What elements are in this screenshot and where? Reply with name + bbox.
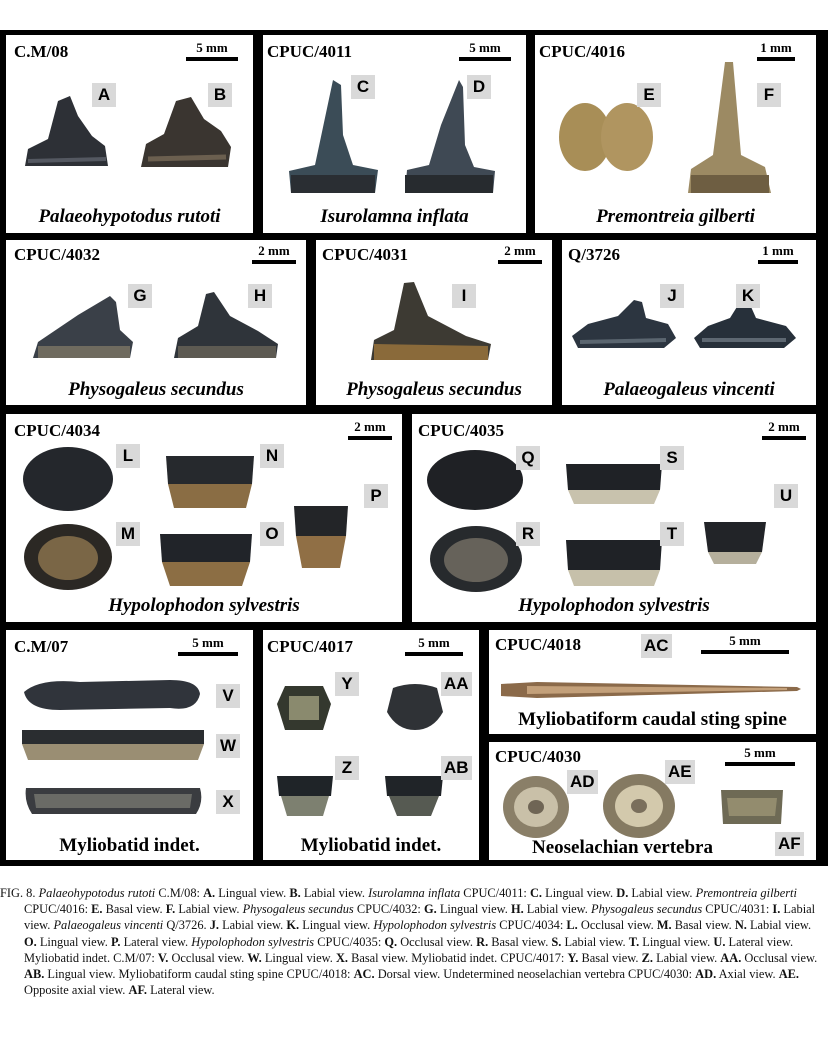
view-label-af: AF — [775, 832, 804, 856]
specimen-label: CPUC/4017 — [267, 637, 353, 656]
caption-taxon: Palaeogaleus vincenti — [53, 918, 164, 933]
caption-view-letter: P. — [110, 934, 121, 949]
specimen-s-photo — [562, 458, 666, 508]
specimen-p-photo — [288, 500, 354, 576]
scale-text: 5 mm — [469, 40, 501, 55]
scale-bar — [405, 636, 463, 656]
caption-run: Q/3726. — [163, 918, 210, 933]
specimen-g-photo — [28, 290, 138, 362]
specimen-y-photo — [273, 682, 335, 734]
caption-view-letter: N. — [734, 918, 747, 933]
specimen-label: CPUC/4030 — [495, 747, 581, 766]
panel-c4032 — [6, 240, 306, 405]
caption-taxon: Isurolamna inflata — [368, 886, 461, 900]
view-label-w: W — [216, 734, 240, 758]
panel-c4035 — [412, 414, 816, 622]
caption-view-letter: A. — [203, 886, 216, 900]
taxon-name: Myliobatid indet. — [300, 835, 442, 856]
caption-taxon: Premontreia gilberti — [695, 886, 797, 900]
specimen-n-photo — [162, 450, 258, 514]
specimen-ad-photo — [501, 774, 571, 840]
scale-text: 5 mm — [196, 40, 228, 55]
taxon-name: Hypolophodon sylvestris — [108, 595, 300, 616]
panel-cm08 — [6, 35, 253, 233]
caption-run: Axial view. — [716, 967, 779, 982]
view-label-ac: AC — [641, 634, 672, 658]
caption-taxon: Physogaleus secundus — [242, 902, 354, 917]
specimen-t-photo — [562, 534, 666, 590]
scale-bar — [758, 244, 798, 264]
caption-run: Lingual view. — [36, 934, 111, 949]
panel-c4034 — [6, 414, 402, 622]
specimen-label: CPUC/4034 — [14, 421, 100, 440]
specimen-f-photo — [683, 57, 775, 197]
caption-view-letter: AB. — [24, 967, 45, 982]
caption-view-letter: S. — [551, 934, 562, 949]
caption-view-letter: D. — [616, 886, 629, 900]
taxon-name: Palaeogaleus vincenti — [603, 379, 775, 400]
view-label-m: M — [116, 522, 140, 546]
specimen-af-photo — [717, 784, 787, 830]
specimen-r-photo — [428, 524, 524, 594]
taxon-name: Palaeohypotodus rutoti — [38, 206, 221, 227]
specimen-label: CPUC/4032 — [14, 245, 100, 264]
caption-run: CPUC/4031: — [702, 902, 773, 917]
caption-run: Labial view. — [219, 918, 287, 933]
caption-view-letter: G. — [423, 902, 437, 917]
caption-run: FIG. 8. — [0, 886, 39, 900]
caption-taxon: Hypolophodon sylvestris — [373, 918, 497, 933]
scale-text: 5 mm — [729, 633, 761, 648]
caption-run: CPUC/4016: — [24, 902, 92, 917]
caption-view-letter: H. — [510, 902, 524, 917]
caption-run: Occlusal view. — [397, 934, 477, 949]
caption-run: Opposite axial view. — [24, 983, 129, 998]
view-label-b: B — [208, 83, 232, 107]
view-label-p: P — [364, 484, 388, 508]
caption-view-letter: B. — [289, 886, 301, 900]
caption-taxon: Physogaleus secundus — [591, 902, 703, 917]
view-label-c: C — [351, 75, 375, 99]
view-label-a: A — [92, 83, 116, 107]
specimen-o-photo — [156, 528, 256, 592]
view-label-l: L — [116, 444, 140, 468]
caption-run: Labial view. — [300, 886, 369, 900]
caption-run: Lingual view. — [215, 886, 290, 900]
caption-run: Labial view. — [628, 886, 696, 900]
scale-line — [178, 652, 238, 656]
caption-view-letter: AF. — [128, 983, 147, 998]
view-label-i: I — [452, 284, 476, 308]
scale-text: 5 mm — [744, 745, 776, 760]
panel-c4017 — [263, 630, 479, 860]
view-label-ad: AD — [567, 770, 598, 794]
view-label-n: N — [260, 444, 284, 468]
caption-view-letter: I. — [772, 902, 781, 917]
caption-view-letter: O. — [24, 934, 37, 949]
caption-view-letter: L. — [566, 918, 578, 933]
caption-view-letter: M. — [656, 918, 672, 933]
caption-run: Basal view. — [102, 902, 166, 917]
specimen-label: CPUC/4018 — [495, 635, 581, 654]
view-label-z: Z — [335, 756, 359, 780]
view-label-y: Y — [335, 672, 359, 696]
caption-taxon: Hypolophodon sylvestris — [191, 934, 315, 949]
view-label-x: X — [216, 790, 240, 814]
taxon-name: Hypolophodon sylvestris — [518, 595, 710, 616]
panel-c4018 — [489, 630, 816, 734]
caption-view-letter: K. — [286, 918, 300, 933]
view-label-k: K — [736, 284, 760, 308]
caption-run: Labial view. — [523, 902, 592, 917]
specimen-ab-photo — [381, 770, 447, 822]
scale-line — [348, 436, 392, 440]
caption-view-letter: AC. — [353, 967, 375, 982]
view-label-g: G — [128, 284, 152, 308]
scale-text: 5 mm — [192, 635, 224, 650]
specimen-m-photo — [22, 522, 114, 592]
scale-line — [701, 650, 789, 654]
caption-run: Basal view. — [488, 934, 552, 949]
caption-view-letter: R. — [476, 934, 489, 949]
caption-run: Lateral view. — [120, 934, 192, 949]
caption-run: Lingual view. — [436, 902, 511, 917]
scale-line — [725, 762, 795, 766]
specimen-label: CPUC/4016 — [539, 42, 625, 61]
caption-text — [0, 885, 822, 998]
scale-bar — [186, 41, 238, 61]
scale-bar — [498, 244, 542, 264]
caption-run: Lingual view. Myliobatiform caudal sting spine CPUC/4018: — [44, 967, 354, 982]
view-label-s: S — [660, 446, 684, 470]
view-label-h: H — [248, 284, 272, 308]
scale-line — [498, 260, 542, 264]
specimen-label: C.M/07 — [14, 637, 69, 656]
scale-bar — [725, 746, 795, 766]
caption-view-letter: W. — [247, 950, 262, 965]
taxon-name: Neoselachian vertebra — [532, 837, 713, 858]
view-label-ab: AB — [441, 756, 472, 780]
specimen-l-photo — [20, 444, 116, 514]
panel-c4016 — [535, 35, 816, 233]
caption-run: Labial view. — [746, 918, 812, 933]
scale-bar — [178, 636, 238, 656]
caption-run: Basal view. Myliobatid indet. CPUC/4017: — [348, 950, 568, 965]
panel-c4031 — [316, 240, 552, 405]
caption-view-letter: X. — [335, 950, 348, 965]
caption-run: Occlusal view. — [741, 950, 818, 965]
scale-text: 2 mm — [258, 243, 290, 258]
figure-caption — [0, 885, 822, 998]
scale-line — [252, 260, 296, 264]
scale-line — [459, 57, 511, 61]
view-label-f: F — [757, 83, 781, 107]
caption-view-letter: U. — [713, 934, 726, 949]
view-label-e: E — [637, 83, 661, 107]
specimen-label: CPUC/4035 — [418, 421, 504, 440]
caption-run: CPUC/4011: — [460, 886, 530, 900]
scale-bar — [252, 244, 296, 264]
caption-view-letter: AA. — [720, 950, 742, 965]
caption-run: Lingual view. — [542, 886, 617, 900]
panel-c4011 — [263, 35, 526, 233]
view-label-q: Q — [516, 446, 540, 470]
caption-run: Labial view. — [175, 902, 243, 917]
caption-view-letter: T. — [628, 934, 640, 949]
caption-run: Occlusal view. — [577, 918, 657, 933]
caption-run: Basal view. — [578, 950, 642, 965]
panel-c4030 — [489, 742, 816, 860]
specimen-aa-photo — [383, 682, 447, 734]
taxon-name: Physogaleus secundus — [346, 379, 522, 400]
caption-view-letter: Z. — [641, 950, 653, 965]
taxon-name: Physogaleus secundus — [68, 379, 244, 400]
specimen-q-photo — [424, 446, 526, 514]
scale-line — [186, 57, 238, 61]
caption-view-letter: J. — [209, 918, 220, 933]
caption-run: Labial view. — [561, 934, 629, 949]
scale-text: 2 mm — [504, 243, 536, 258]
scale-text: 5 mm — [418, 635, 450, 650]
taxon-name: Myliobatid indet. — [59, 835, 200, 856]
specimen-v-photo — [20, 672, 204, 716]
view-label-d: D — [467, 75, 491, 99]
view-label-o: O — [260, 522, 284, 546]
scale-bar — [459, 41, 511, 61]
caption-run: CPUC/4032: — [353, 902, 424, 917]
caption-view-letter: AE. — [778, 967, 799, 982]
specimen-w-photo — [18, 724, 208, 766]
caption-run: Lingual view. — [639, 934, 714, 949]
caption-view-letter: F. — [165, 902, 176, 917]
scale-bar — [348, 420, 392, 440]
caption-run: Labial view. — [652, 950, 721, 965]
taxon-name: Isurolamna inflata — [320, 206, 469, 227]
taxon-name: Premontreia gilberti — [596, 206, 755, 227]
panel-q3726 — [562, 240, 816, 405]
panel-cm07 — [6, 630, 253, 860]
specimen-i-photo — [366, 278, 496, 364]
specimen-u-photo — [700, 514, 770, 568]
scale-line — [405, 652, 463, 656]
scale-line — [762, 436, 806, 440]
view-label-j: J — [660, 284, 684, 308]
scale-text: 1 mm — [760, 40, 792, 55]
taxon-name: Myliobatiform caudal sting spine — [518, 709, 787, 730]
scale-text: 1 mm — [762, 243, 794, 258]
caption-view-letter: Q. — [384, 934, 398, 949]
view-label-u: U — [774, 484, 798, 508]
caption-taxon: Palaeohypotodus rutoti — [38, 886, 156, 900]
view-label-r: R — [516, 522, 540, 546]
caption-run: Lingual view. — [261, 950, 336, 965]
caption-run: Occlusal view. — [168, 950, 248, 965]
caption-run: Lateral view. — [146, 983, 215, 998]
view-label-ae: AE — [665, 760, 695, 784]
caption-run: Lingual view. — [299, 918, 374, 933]
specimen-label: C.M/08 — [14, 42, 69, 61]
scale-bar — [762, 420, 806, 440]
caption-run: Dorsal view. Undetermined neoselachian vertebra CPUC/4030: — [374, 967, 696, 982]
caption-run: CPUC/4034: — [496, 918, 567, 933]
caption-view-letter: Y. — [567, 950, 579, 965]
specimen-x-photo — [20, 780, 206, 822]
specimen-e-photo — [557, 95, 655, 175]
specimen-ac-photo — [497, 674, 805, 704]
view-label-aa: AA — [441, 672, 472, 696]
scale-line — [758, 260, 798, 264]
view-label-v: V — [216, 684, 240, 708]
specimen-label: Q/3726 — [568, 245, 620, 264]
specimen-label: CPUC/4031 — [322, 245, 408, 264]
caption-run: CPUC/4035: — [314, 934, 385, 949]
specimen-label: CPUC/4011 — [267, 42, 352, 61]
scale-bar — [701, 634, 789, 654]
caption-run: Basal view. — [671, 918, 735, 933]
scale-text: 2 mm — [354, 419, 386, 434]
view-label-t: T — [660, 522, 684, 546]
specimen-z-photo — [273, 770, 337, 822]
caption-run: Labial view. — [24, 902, 816, 933]
caption-view-letter: E. — [91, 902, 103, 917]
caption-run: Lateral view. Myliobatid indet. C.M/07: — [24, 934, 794, 965]
caption-view-letter: AD. — [695, 967, 717, 982]
caption-view-letter: C. — [529, 886, 543, 900]
figure-plate — [0, 30, 828, 866]
caption-view-letter: V. — [157, 950, 169, 965]
scale-text: 2 mm — [768, 419, 800, 434]
caption-run: C.M/08: — [155, 886, 204, 900]
